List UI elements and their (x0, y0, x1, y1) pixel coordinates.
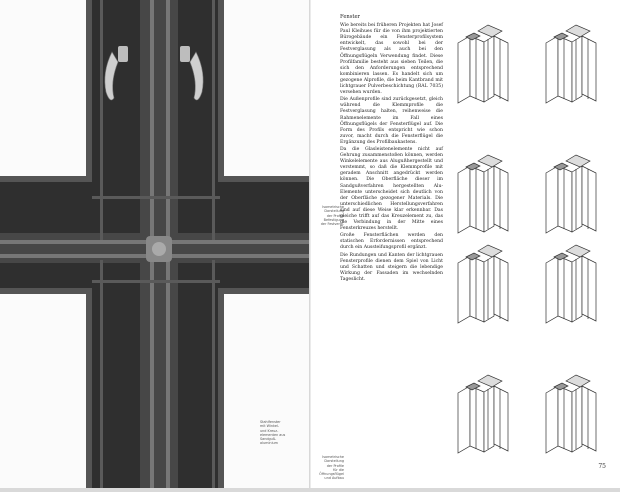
article-text (340, 14, 443, 284)
profile-drawings (448, 18, 608, 458)
page-number: 75 (598, 463, 606, 470)
article-paragraph: Die Rundungen und Kanten der lichtgrauen Fensterprofile dienen dem Spiel von Licht und Schatten und steigern die lebendige Wirkung der Fassaden im wechselnden Tageslicht. (340, 252, 443, 282)
article-paragraph: Die Außenprofile sind zurückgesetzt, gleich während die Klemmprofile die Festverglasung halten, reihenweise die Rahmenelemente im Fall eines Öffnungsflügels der Fensterflügel auf. Die Form des Profils entspricht wie schon zuvor, macht durch die Fensterflügel die Ergänzung des Profilbaukastens. (340, 97, 443, 145)
window-frame-photo (0, 0, 309, 488)
drawing-5 (458, 245, 508, 323)
book-gutter (309, 0, 311, 488)
drawing-caption-bottom: Isometrische Darstellung der Profile für die Öffnungsflügel und Aufbau (319, 455, 344, 481)
drawing-7 (458, 375, 508, 453)
drawing-8 (546, 375, 596, 453)
drawing-6 (546, 245, 596, 323)
drawing-2 (546, 25, 596, 103)
photo-caption: Stahlfenster mit Winkel- und Kreuz- elementen aus Sandguß- aluminium (260, 420, 286, 446)
article-paragraph: Wie bereits bei früheren Projekten hat Josef Paul Kleihues für die von ihm projektierten Bürogebäude ein Fensterprofilsystem entwickelt, das sowohl bei der Festverglasung als auch bei den Öffnungsflügeln Verwendung findet. Diese Profilfamilie besteht aus sieben Teilen, die sich den Anforderungen entsprechend kombinieren lassen. Es handelt sich um gezogene Alprofile, die beim Kantbrand mit lichtgrauer Pulverbeschichtung (RAL 7035) versehen wurden. (340, 23, 443, 96)
drawing-1 (458, 25, 508, 103)
article-paragraph: Da die Glasleistenelemente nicht auf Gehrung zusammenstoßen können, werden Winkelelemente aus Alugußhergestellt und verstemmt, so daß die Klemmprofile mit geradem Anschnitt angedrückt werden können. Die Oberfläche dieser im Sandgußverfahren hergestellten Alu-Elemente unterscheidet sich deutlich von der Oberfläche gezogener Materials. Die unterschiedlichen Herstellungsverfahren sind auf diese Weise klar erkennbar. Das gleiche trifft auf das Kreuzelement zu, das die Verbindung in der Mitte eines Fensterkreuzes herstellt. (340, 146, 443, 232)
article-paragraph: Große Fensterflächen werden den statischen Erfordernissen entsprechend durch ein Aussteifungsprofil ergänzt. (340, 233, 443, 251)
drawing-3 (458, 155, 508, 233)
drawing-caption-top: Isometrische Darstellung der Profile Befestigung der Festvergl. (320, 205, 344, 227)
article-heading: Fenster (340, 14, 361, 20)
drawing-4 (546, 155, 596, 233)
